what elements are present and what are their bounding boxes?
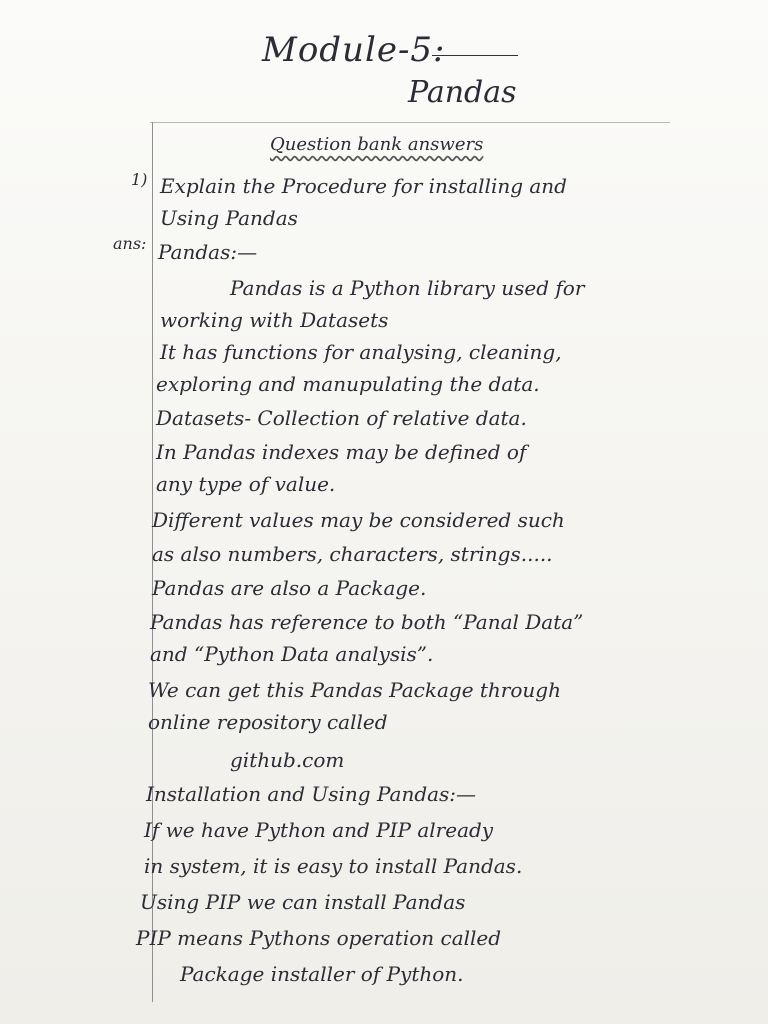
answer-line: If we have Python and PIP already [144,818,494,842]
answer-line: Using PIP we can install Pandas [140,890,466,914]
answer-line: as also numbers, characters, strings..... [152,542,553,566]
answer-line: Pandas is a Python library used for [230,276,585,300]
answer-line: Package installer of Python. [180,962,464,986]
answer-line: In Pandas indexes may be defined of [156,440,527,464]
module-title: Module-5: [262,30,446,70]
section-heading: Question bank answers [270,134,484,155]
subject-title: Pandas [408,75,517,110]
answer-line: Pandas has reference to both “Panal Data” [150,610,584,634]
answer-line: Pandas are also a Package. [152,576,427,600]
answer-line: PIP means Pythons operation called [136,926,502,950]
answer-line: in system, it is easy to install Pandas. [144,854,523,878]
answer-line: Datasets- Collection of relative data. [156,406,527,430]
top-rule-line [150,122,670,123]
answer-line: Pandas:— [158,240,258,264]
title-dash [432,55,518,56]
answer-line: online repository called [148,710,388,734]
answer-line: github.com [230,748,345,772]
answer-line: We can get this Pandas Package through [148,678,561,702]
answer-label: ans: [113,234,147,253]
answer-line: Installation and Using Pandas:— [146,782,477,806]
answer-line: It has functions for analysing, cleaning, [160,340,562,364]
question-line-1: Explain the Procedure for installing and [160,174,567,198]
answer-line: any type of value. [156,472,336,496]
answer-line: exploring and manupulating the data. [156,372,540,396]
answer-line: Different values may be considered such [152,508,565,532]
answer-line: and “Python Data analysis”. [150,642,434,666]
question-line-2: Using Pandas [160,206,298,230]
question-number: 1) [131,170,148,189]
answer-line: working with Datasets [160,308,389,332]
